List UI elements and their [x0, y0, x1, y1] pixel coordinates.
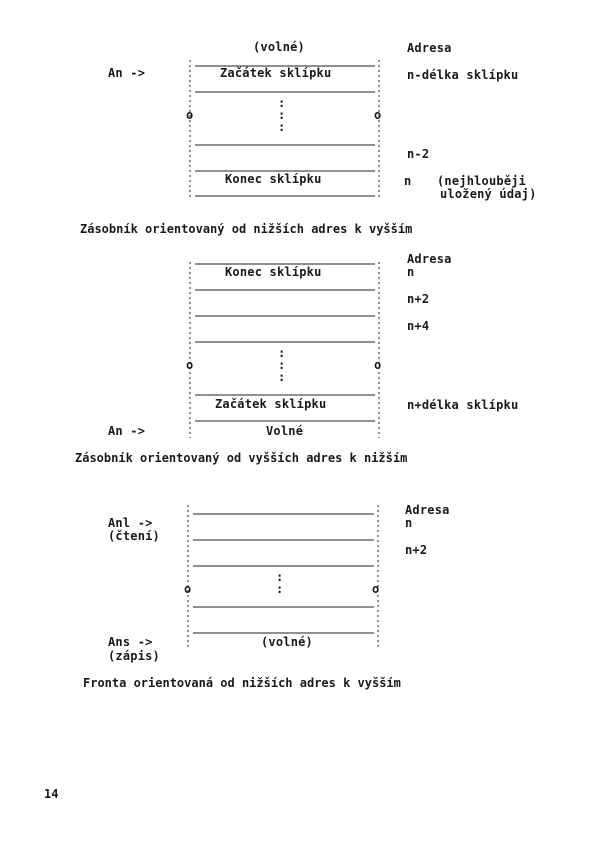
note-line-2: uložený údaj)	[440, 187, 537, 201]
address-n: n	[407, 265, 415, 279]
continuation-dot: :	[278, 358, 286, 372]
address-n-plus-2: n+2	[405, 543, 428, 557]
stack-end-cell: Konec sklípku	[225, 172, 322, 186]
address-header: Adresa	[407, 252, 452, 266]
caption-3: Fronta orientovaná od nižších adres k vyšším	[83, 676, 401, 690]
stack-end-cell: Konec sklípku	[225, 265, 322, 279]
page-number: 14	[44, 787, 59, 801]
note-line-1: (nejhlouběji	[437, 174, 527, 188]
read-label: (čtení)	[108, 529, 160, 543]
continuation-dot: :	[278, 120, 286, 134]
continuation-marker-left: o	[186, 108, 194, 122]
address-header: Adresa	[407, 41, 452, 55]
continuation-dot: :	[278, 346, 286, 360]
caption-2: Zásobník orientovaný od vyšších adres k nižším	[75, 451, 408, 465]
pointer-label: An ->	[108, 424, 146, 438]
pointer-label: An ->	[108, 66, 146, 80]
free-label: (volné)	[261, 635, 313, 649]
stack-start-cell: Začátek sklípku	[215, 397, 327, 411]
write-label: (zápis)	[108, 649, 160, 663]
address-n-plus-4: n+4	[407, 319, 430, 333]
continuation-marker-right: o	[372, 582, 380, 596]
free-bottom-label: Volné	[266, 424, 304, 438]
continuation-marker-left: o	[186, 358, 194, 372]
continuation-dot: :	[276, 582, 284, 596]
address-header: Adresa	[405, 503, 450, 517]
continuation-marker-right: o	[374, 108, 382, 122]
stack-start-cell: Začátek sklípku	[220, 66, 332, 80]
write-pointer-label: Ans ->	[108, 635, 153, 649]
free-top-label: (volné)	[253, 40, 305, 54]
address-start: n-délka sklípku	[407, 68, 519, 82]
continuation-dot: :	[278, 96, 286, 110]
address-n: n	[405, 516, 413, 530]
address-n-2: n-2	[407, 147, 430, 161]
address-start: n+délka sklípku	[407, 398, 519, 412]
read-pointer-label: Anl ->	[108, 516, 153, 530]
continuation-marker-left: o	[184, 582, 192, 596]
address-n: n	[404, 174, 412, 188]
address-n-plus-2: n+2	[407, 292, 430, 306]
continuation-marker-right: o	[374, 358, 382, 372]
continuation-dot: :	[278, 370, 286, 384]
continuation-dot: :	[276, 570, 284, 584]
continuation-dot: :	[278, 108, 286, 122]
caption-1: Zásobník orientovaný od nižších adres k vyšším	[80, 222, 413, 236]
